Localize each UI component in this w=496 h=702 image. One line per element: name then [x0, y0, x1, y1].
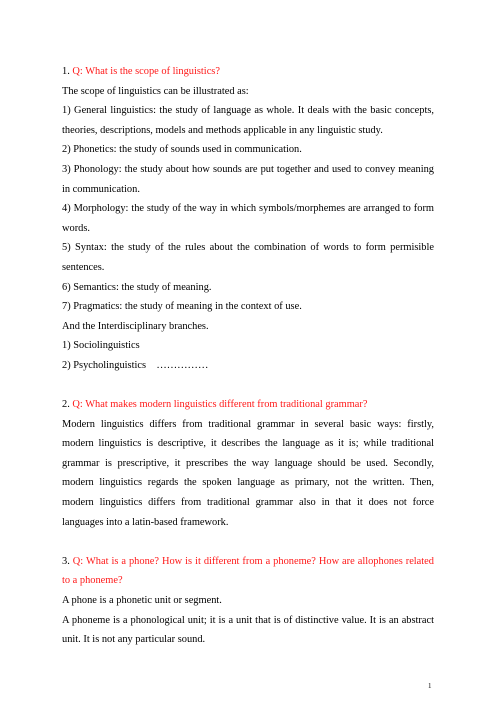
question-2-prefix: Q:	[72, 399, 86, 411]
question-3	[62, 552, 434, 591]
question-1	[62, 62, 434, 82]
question-2-answer: Modern linguistics differs from traditional grammar in several basic ways: firstly, modern linguistics is descriptive, it describes the language as it is; while traditional grammar is prescriptive, it prescribes the way language should be used. Secondly, modern linguistics regards the spoken language as primary, not the written. Then, modern linguistics differs from traditional grammar also in that it does not force languages into a latin-based framework.	[62, 418, 434, 528]
scope-item-5: 5) Syntax: the study of the rules about the combination of words to form permisible sentences.	[62, 242, 434, 273]
page-number: 1	[428, 682, 432, 690]
question-3-prefix: Q:	[72, 555, 86, 567]
question-3-answer-1: A phone is a phonetic unit or segment.	[62, 595, 222, 607]
scope-item-3: 3) Phonology: the study about how sounds are put together and used to convey meaning in communication.	[62, 163, 434, 195]
question-3-text: What is a phone? How is it different from a phoneme? How are allophones related to a phoneme?	[62, 555, 434, 587]
question-3-answer-2: A phoneme is a phonological unit; it is a unit that is of distinctive value. It is an abstract unit. It is not any particular sound.	[62, 614, 434, 646]
question-1-intro: The scope of linguistics can be illustrated as:	[62, 85, 249, 97]
interdisciplinary-item-1: 1) Sociolinguistics	[62, 340, 140, 352]
interdisciplinary-intro: And the Interdisciplinary branches.	[62, 320, 209, 332]
scope-item-6: 6) Semantics: the study of meaning.	[62, 281, 212, 293]
section-gap	[62, 376, 434, 396]
section-gap	[62, 532, 434, 552]
question-2-number: 2.	[62, 399, 73, 411]
question-1-text: What is the scope of linguistics?	[85, 66, 220, 77]
document-body	[62, 62, 434, 650]
question-1-prefix: Q:	[72, 66, 86, 77]
scope-item-2: 2) Phonetics: the study of sounds used in communication.	[62, 144, 302, 156]
interdisciplinary-item-2: 2) Psycholinguistics ……………	[62, 359, 209, 371]
scope-item-4: 4) Morphology: the study of the way in which symbols/morphemes are arranged to form words.	[62, 203, 434, 234]
question-3-number: 3.	[62, 555, 73, 567]
scope-item-7: 7) Pragmatics: the study of meaning in the context of use.	[62, 301, 302, 313]
question-2-text: What makes modern linguistics different from traditional grammar?	[85, 399, 368, 411]
question-2	[62, 395, 434, 415]
question-1-number: 1.	[62, 66, 73, 77]
scope-item-1: 1) General linguistics: the study of language as whole. It deals with the basic concepts, theories, descriptions, models and methods applicable in any linguistic study.	[62, 105, 434, 136]
